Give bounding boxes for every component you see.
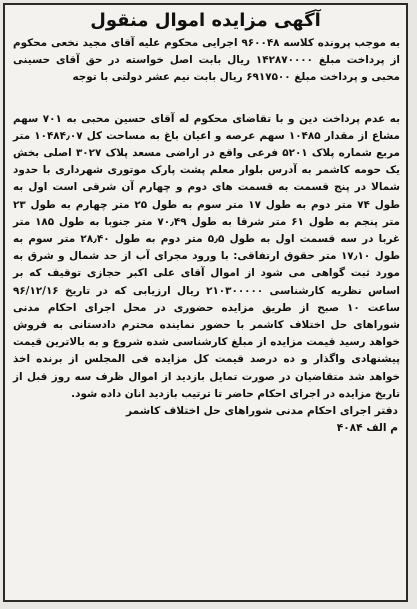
reference-number: م الف ۴۰۸۴ [336,422,398,435]
notice-title: آگهی مزایده اموال منقول [90,10,321,31]
notice-intro-paragraph: به موجب پرونده کلاسه ۹۶۰۰۴۸ اجرایی محکوم علیه آقای مجید نخعی محکوم از پرداخت مبلغ ۱۴۲۸۷۰۰۰۰ ریال بابت اصل خواسته در حق آقای حسینی محبی و پرداخت مبلغ ۶۹۱۷۵۰۰ ریال بابت نیم عشر دولتی با توجه [13,37,401,84]
notice-body-paragraph: به عدم پرداخت دین و با تقاضای محکوم له آقای حسین محبی به ۷۰۱ سهم مشاع از مقدار ۱۰۴۸۵ سهم عرصه و اعیان باغ به مساحت کل ۱۰۴۸۴٫۰۷ متر مربع شماره پلاک ۵۲۰۱ فرعی واقع در اراضی مسعد پلاک ۳۰۲۷ اصلی بخش یک حومه کاشمر به آدرس بلوار معلم پشت پارک موتوری شهرداری با حدود شمالا در پنج قسمت به قسمت های دوم و چهارم آن شرقی است اول به طول ۷۴ متر دوم به طول ۱۷ متر سوم به طول ۲۵ متر چهارم به طول ۲۳ متر پنجم به طول ۶۱ متر شرقا به طول ۷۰٫۴۹ متر جنوبا به طول ۱۸۵ متر غربا در سه قسمت اول به طول ۵٫۵ متر دوم به طول ۲۸٫۴۰ متر سوم به طول ۱۷٫۱۰ متر حقوق ارتفاقی: با ورود مجرای آب از حد شمال و شرق به مورد ثبت گواهی می شود از اموال آقای علی اکبر حجازی توقیف که بر اساس نظریه کارشناسی ۲۱۰۳۰۰۰۰۰ ریال ارزیابی که در تاریخ ۹۶/۱۲/۱۶ ساعت ۱۰ صبح از طریق مزایده حضوری در محل اجرای احکام مدنی شوراهای حل اختلاف کاشمر با حضور نماینده محترم دادستانی به فروش خواهد رسید قیمت مزایده از مبلغ کارشناسی شده شروع و به بالاترین قیمت پیشنهادی واگذار و ده درصد قیمت کل مزایده فی المجلس از برنده اخذ خواهد شد متقاضیان در صورت تمایل بازدید از اموال ظرف سه روز قبل از تاریخ مزایده در اجرای احکام حاضر تا ترتیب بازدید انان داده شود. [13,112,401,400]
issuer-signature: دفتر اجرای احکام مدنی شوراهای حل اختلاف کاشمر [126,405,398,418]
paragraph-gap [5,87,406,111]
auction-notice [3,3,408,602]
